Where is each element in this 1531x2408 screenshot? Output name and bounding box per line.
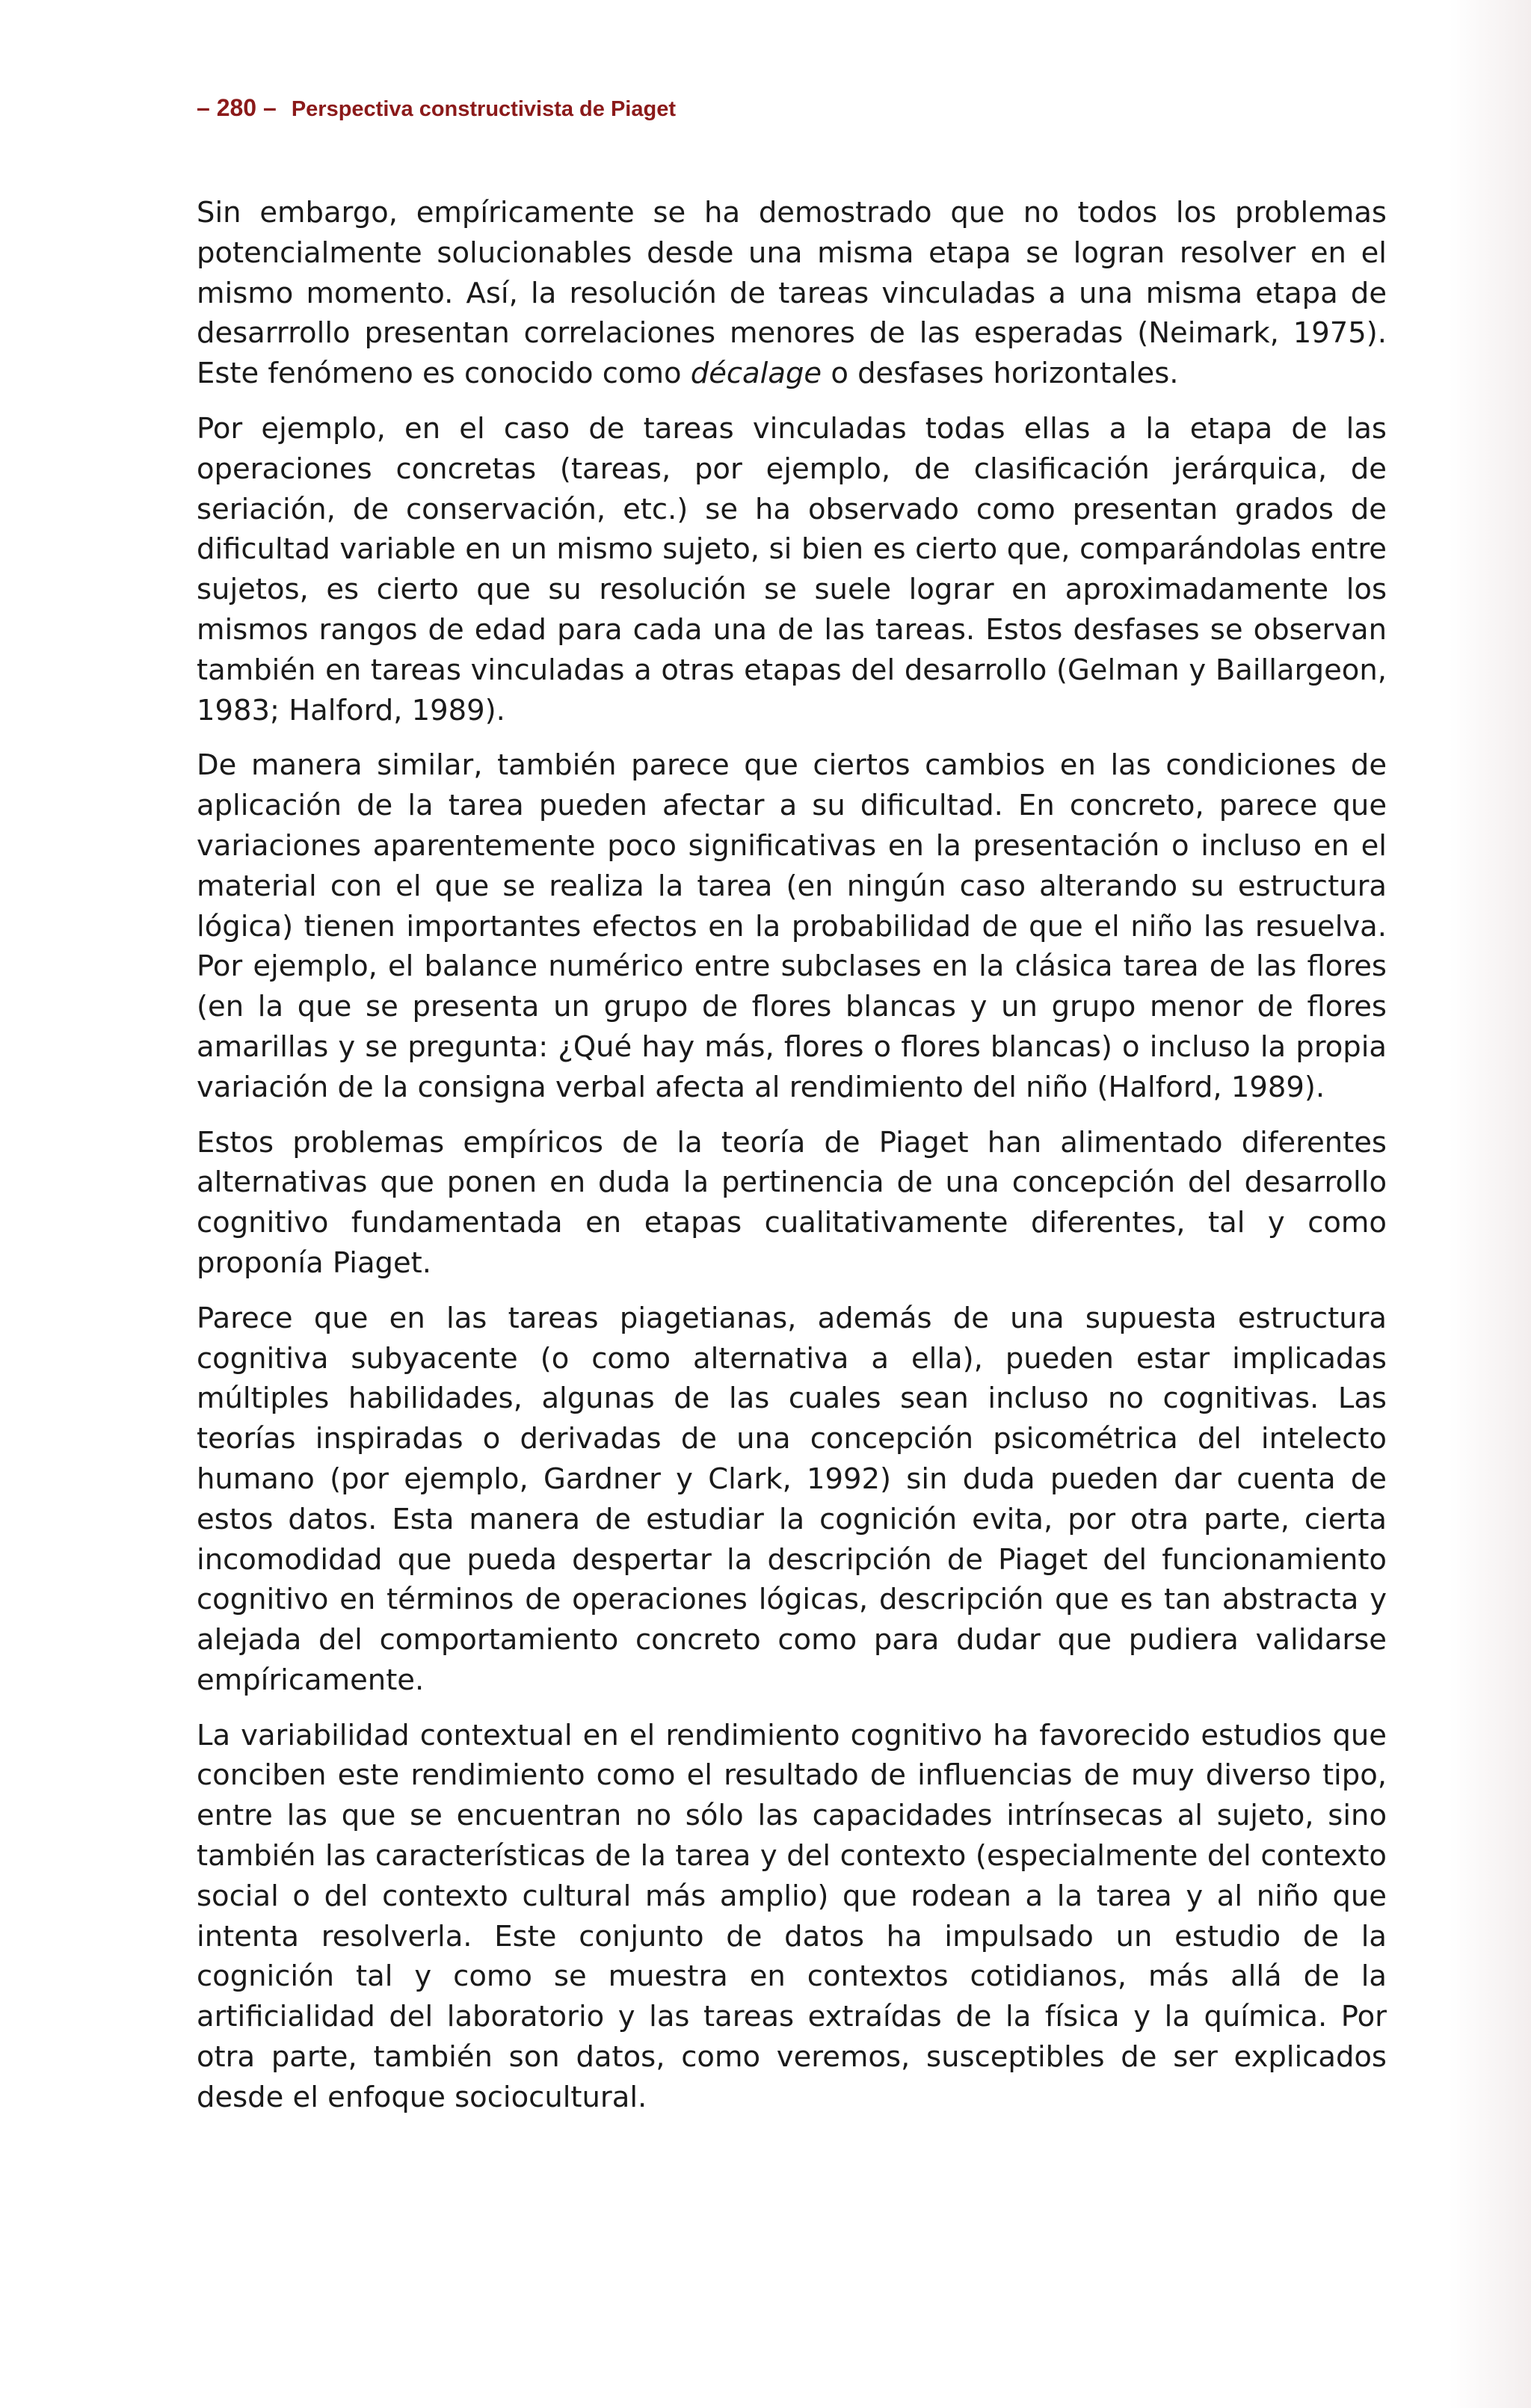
paragraph-5: Parece que en las tareas piagetianas, además de una supuesta estructura cognitiva subyacente (o como alternativa a ella), pueden estar implicadas múltiples habilidades, algunas de las cuales sean incluso no cognitivas. Las teorías inspiradas o derivadas de una concepción psicométrica del intelecto humano (por ejemplo, Gardner y Clark, 1992) sin duda pueden dar cuenta de estos datos. Esta manera de estudiar la cognición evita, por otra parte, cierta incomodidad que pueda despertar la descripción de Piaget del funcionamiento cognitivo en términos de operaciones lógicas, descripción que es tan abstracta y alejada del comportamiento concreto como para dudar que pudiera validarse empíricamente. (197, 1301, 1387, 1697)
running-header (197, 94, 676, 122)
paragraph-1-text-end: o desfases horizontales. (822, 357, 1179, 391)
italic-term: décalage (690, 357, 822, 391)
paragraph-3: De manera similar, también parece que ciertos cambios en las condiciones de aplicación de la tarea pueden afectar a su dificultad. En concreto, parece que variaciones aparentemente poco significativas en la presentación o incluso en el material con el que se realiza la tarea (en ningún caso alterando su estructura lógica) tienen importantes efectos en la probabilidad de que el niño las resuelva. Por ejemplo, el balance numérico entre subclases en la clásica tarea de las flores (en la que se presenta un grupo de flores blancas y un grupo menor de flores amarillas y se pregunta: ¿Qué hay más, flores o flores blancas) o incluso la propia variación de la consigna verbal afecta al rendimiento del niño (Halford, 1989). (197, 748, 1387, 1104)
body-text (197, 193, 1387, 2133)
paragraph-1 (197, 193, 1387, 394)
running-title: Perspectiva constructivista de Piaget (291, 97, 676, 121)
page-number: – 280 – (197, 94, 277, 121)
paragraph-6: La variabilidad contextual en el rendimiento cognitivo ha favorecido estudios que conciben este rendimiento como el resultado de influencias de muy diverso tipo, entre las que se encuentran no sólo las capacidades intrínsecas al sujeto, sino también las características de la tarea y del contexto (especialmente del contexto social o del contexto cultural más amplio) que rodean a la tarea y al niño que intenta resolverla. Este conjunto de datos ha impulsado un estudio de la cognición tal y como se muestra en contextos cotidianos, más allá de la artificialidad del laboratorio y las tareas extraídas de la física y la química. Por otra parte, también son datos, como veremos, susceptibles de ser explicados desde el enfoque sociocultural. (197, 1718, 1387, 2114)
paragraph-2: Por ejemplo, en el caso de tareas vinculadas todas ellas a la etapa de las operaciones concretas (tareas, por ejemplo, de clasificación jerárquica, de seriación, de conservación, etc.) se ha observado como presentan grados de dificultad variable en un mismo sujeto, si bien es cierto que, comparándolas entre sujetos, es cierto que su resolución se suele lograr en aproximadamente los mismos rangos de edad para cada una de las tareas. Estos desfases se observan también en tareas vinculadas a otras etapas del desarrollo (Gelman y Baillargeon, 1983; Halford, 1989). (197, 411, 1387, 727)
page-edge-shadow (1449, 0, 1531, 2408)
paragraph-1-text-start: Sin embargo, empíricamente se ha demostrado que no todos los problemas potencialmente solucionables desde una misma etapa se logran resolver en el mismo momento. Así, la resolución de tareas vinculadas a una misma etapa de desarrrollo presentan correlaciones menores de las esperadas (Neimark, 1975). Este fenómeno es conocido como (197, 196, 1387, 391)
paragraph-4: Estos problemas empíricos de la teoría de Piaget han alimentado diferentes alternativas que ponen en duda la pertinencia de una concepción del desarrollo cognitivo fundamentada en etapas cualitativamente diferentes, tal y como proponía Piaget. (197, 1125, 1387, 1280)
